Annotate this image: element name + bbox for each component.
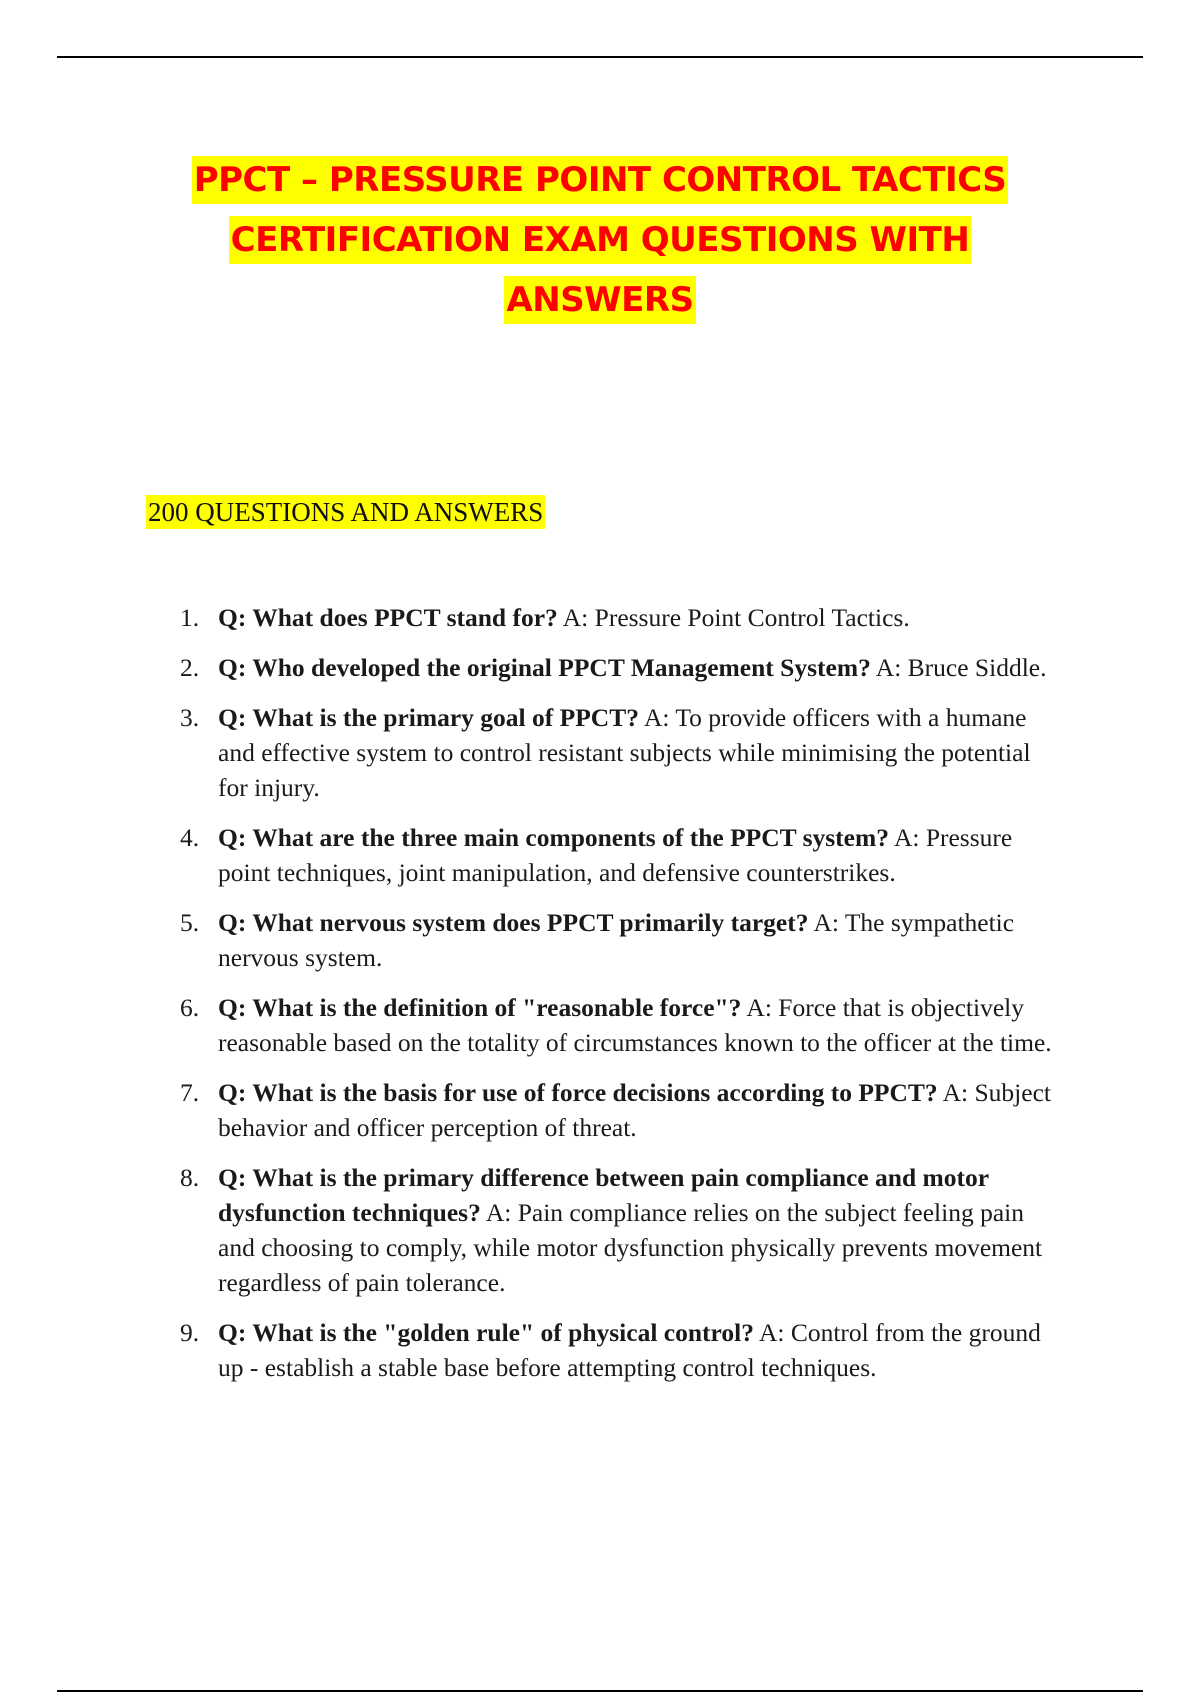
qa-answer: A: Pressure point techniques, joint manipulation, and defensive counterstrikes. <box>218 823 1013 887</box>
qa-item-2 <box>160 650 1060 685</box>
qa-item-3 <box>160 700 1060 805</box>
title-line-1: PPCT – PRESSURE POINT CONTROL TACTICS <box>192 156 1009 204</box>
qa-answer: A: Subject behavior and officer perception of threat. <box>218 1078 1051 1142</box>
qa-number: 4. <box>180 823 200 852</box>
qa-number: 9. <box>180 1318 200 1347</box>
qa-item-1 <box>160 600 1060 635</box>
qa-question: Q: Who developed the original PPCT Management System? <box>218 653 871 682</box>
qa-question: Q: What is the basis for use of force decisions according to PPCT? <box>218 1078 938 1107</box>
qa-question: Q: What is the "golden rule" of physical control? <box>218 1318 754 1347</box>
qa-item-6 <box>160 990 1060 1060</box>
qa-number: 1. <box>180 603 200 632</box>
qa-number: 2. <box>180 653 200 682</box>
qa-question: Q: What is the definition of "reasonable force"? <box>218 993 742 1022</box>
qa-question: Q: What is the primary goal of PPCT? <box>218 703 639 732</box>
qa-item-8 <box>160 1160 1060 1300</box>
qa-item-4 <box>160 820 1060 890</box>
qa-item-9 <box>160 1315 1060 1385</box>
qa-answer: A: Pressure Point Control Tactics. <box>562 603 910 632</box>
top-rule <box>57 56 1143 58</box>
qa-answer: A: Control from the ground up - establish a stable base before attempting control techniques. <box>218 1318 1041 1382</box>
qa-item-5 <box>160 905 1060 975</box>
qa-list <box>160 600 1060 1400</box>
document-title <box>100 150 1100 330</box>
qa-answer: A: Pain compliance relies on the subject feeling pain and choosing to comply, while motor dysfunction physically prevents movement regardless of pain tolerance. <box>218 1198 1043 1297</box>
bottom-rule <box>57 1690 1143 1692</box>
qa-number: 5. <box>180 908 200 937</box>
qa-question: Q: What nervous system does PPCT primarily target? <box>218 908 809 937</box>
qa-number: 7. <box>180 1078 200 1107</box>
qa-answer: A: Force that is objectively reasonable based on the totality of circumstances known to the officer at the time. <box>218 993 1052 1057</box>
questions-count-heading: 200 QUESTIONS AND ANSWERS <box>148 497 544 527</box>
qa-answer: A: To provide officers with a humane and effective system to control resistant subjects while minimising the potential for injury. <box>218 703 1031 802</box>
qa-item-7 <box>160 1075 1060 1145</box>
qa-question: Q: What does PPCT stand for? <box>218 603 558 632</box>
qa-number: 6. <box>180 993 200 1022</box>
qa-number: 3. <box>180 703 200 732</box>
title-line-2: CERTIFICATION EXAM QUESTIONS WITH <box>229 216 972 264</box>
qa-answer: A: The sympathetic nervous system. <box>218 908 1015 972</box>
qa-answer: A: Bruce Siddle. <box>875 653 1047 682</box>
title-line-3: ANSWERS <box>504 276 695 324</box>
qa-number: 8. <box>180 1163 200 1192</box>
qa-question: Q: What is the primary difference between pain compliance and motor dysfunction techniques? <box>218 1163 989 1227</box>
qa-question: Q: What are the three main components of the PPCT system? <box>218 823 889 852</box>
